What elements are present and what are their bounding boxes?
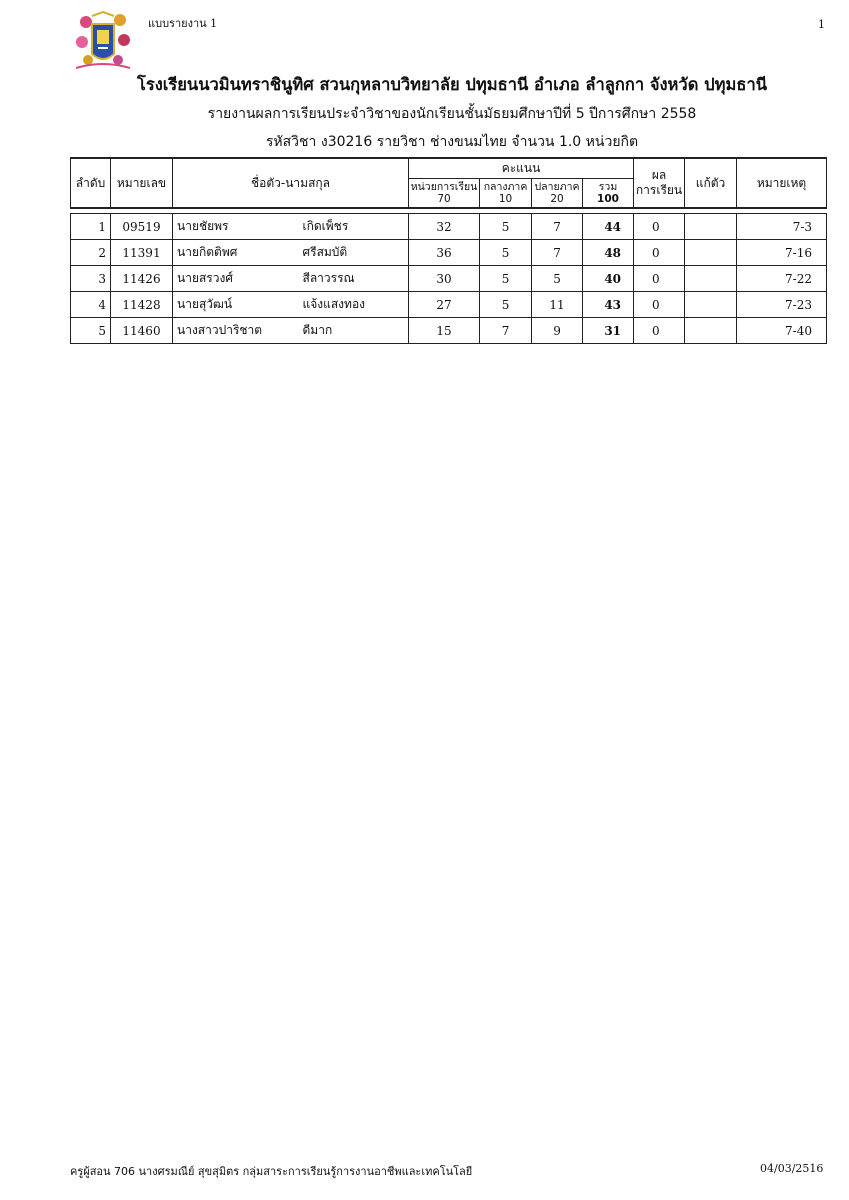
header-final — [532, 179, 583, 209]
table-row — [71, 318, 827, 344]
header-correction: แก้ตัว — [685, 158, 737, 208]
header-final-label: ปลายภาค — [534, 181, 580, 193]
header-unit — [409, 179, 480, 209]
header-midterm — [480, 179, 532, 209]
cell-first-name: นางสาวปาริชาต — [173, 318, 299, 344]
cell-total-score: 44 — [583, 214, 634, 240]
cell-correction — [685, 240, 737, 266]
cell-total-score: 48 — [583, 240, 634, 266]
header-midterm-max: 10 — [498, 193, 513, 205]
cell-seq: 2 — [71, 240, 111, 266]
cell-seq: 1 — [71, 214, 111, 240]
cell-first-name: นายชัยพร — [173, 214, 299, 240]
header-unit-max: 70 — [437, 193, 451, 205]
table-row — [71, 214, 827, 240]
header-total-label: รวม — [598, 181, 618, 193]
cell-seq: 3 — [71, 266, 111, 292]
cell-student-id: 11391 — [111, 240, 173, 266]
table-row — [71, 240, 827, 266]
header-total-max: 100 — [597, 193, 619, 205]
cell-midterm-score: 5 — [480, 266, 532, 292]
form-label: แบบรายงาน 1 — [148, 17, 218, 30]
header-student-id: หมายเลข — [111, 158, 173, 208]
cell-note: 7-23 — [737, 292, 827, 318]
cell-final-score: 5 — [532, 266, 583, 292]
cell-student-id: 09519 — [111, 214, 173, 240]
cell-note: 7-40 — [737, 318, 827, 344]
header-unit-label: หน่วยการเรียน — [410, 181, 478, 193]
cell-student-id: 11426 — [111, 266, 173, 292]
cell-result: 0 — [634, 240, 685, 266]
cell-final-score: 9 — [532, 318, 583, 344]
cell-unit-score: 30 — [409, 266, 480, 292]
cell-surname: ดีมาก — [299, 318, 409, 344]
cell-seq: 5 — [71, 318, 111, 344]
grades-table — [70, 157, 827, 344]
cell-final-score: 7 — [532, 214, 583, 240]
cell-correction — [685, 214, 737, 240]
cell-unit-score: 36 — [409, 240, 480, 266]
subject-line: รหัสวิชา ง30216 รายวิชา ช่างขนมไทย จำนวน 1.0 หน่วยกิต — [265, 134, 639, 150]
table-row — [71, 266, 827, 292]
cell-correction — [685, 318, 737, 344]
report-title: รายงานผลการเรียนประจำวิชาของนักเรียนชั้นมัธยมศึกษาปีที่ 5 ปีการศึกษา 2558 — [207, 106, 697, 122]
footer-date: 04/03/2516 — [760, 1162, 824, 1175]
cell-correction — [685, 292, 737, 318]
cell-total-score: 31 — [583, 318, 634, 344]
cell-result: 0 — [634, 292, 685, 318]
header-midterm-label: กลางภาค — [483, 181, 528, 193]
header-note: หมายเหตุ — [737, 158, 827, 208]
cell-surname: แจ้งแสงทอง — [299, 292, 409, 318]
cell-midterm-score: 7 — [480, 318, 532, 344]
cell-midterm-score: 5 — [480, 240, 532, 266]
school-header: โรงเรียนนวมินทราชินูทิศ สวนกุหลาบวิทยาลัย ปทุมธานี อำเภอ ลำลูกกา จังหวัด ปทุมธานี — [136, 75, 767, 94]
cell-surname: ศรีสมบัติ — [299, 240, 409, 266]
cell-first-name: นายสรวงศ์ — [173, 266, 299, 292]
cell-final-score: 11 — [532, 292, 583, 318]
header-final-max: 20 — [550, 193, 564, 205]
cell-unit-score: 15 — [409, 318, 480, 344]
cell-final-score: 7 — [532, 240, 583, 266]
cell-note: 7-22 — [737, 266, 827, 292]
header-seq: ลำดับ — [71, 158, 111, 208]
cell-result: 0 — [634, 214, 685, 240]
cell-correction — [685, 266, 737, 292]
cell-result: 0 — [634, 266, 685, 292]
header-total — [583, 179, 634, 209]
header-result: ผล การเรียน — [634, 158, 685, 208]
cell-surname: เกิดเพ็ชร — [299, 214, 409, 240]
cell-surname: สีลาวรรณ — [299, 266, 409, 292]
school-emblem-logo — [72, 10, 134, 72]
header-name: ชื่อตัว-นามสกุล — [173, 158, 409, 208]
header-score-group: คะแนน — [409, 158, 634, 179]
cell-unit-score: 27 — [409, 292, 480, 318]
cell-seq: 4 — [71, 292, 111, 318]
cell-student-id: 11460 — [111, 318, 173, 344]
cell-note: 7-3 — [737, 214, 827, 240]
footer-teacher-info: ครูผู้สอน 706 นางศรมณีย์ สุขสุมิตร กลุ่มสาระการเรียนรู้การงานอาชีพและเทคโนโลยี — [70, 1165, 473, 1178]
cell-first-name: นายสุวัฒน์ — [173, 292, 299, 318]
cell-midterm-score: 5 — [480, 292, 532, 318]
table-row — [71, 292, 827, 318]
cell-total-score: 43 — [583, 292, 634, 318]
cell-result: 0 — [634, 318, 685, 344]
page-number: 1 — [818, 18, 825, 31]
cell-note: 7-16 — [737, 240, 827, 266]
cell-student-id: 11428 — [111, 292, 173, 318]
cell-total-score: 40 — [583, 266, 634, 292]
cell-first-name: นายกิตติพศ — [173, 240, 299, 266]
cell-midterm-score: 5 — [480, 214, 532, 240]
cell-unit-score: 32 — [409, 214, 480, 240]
